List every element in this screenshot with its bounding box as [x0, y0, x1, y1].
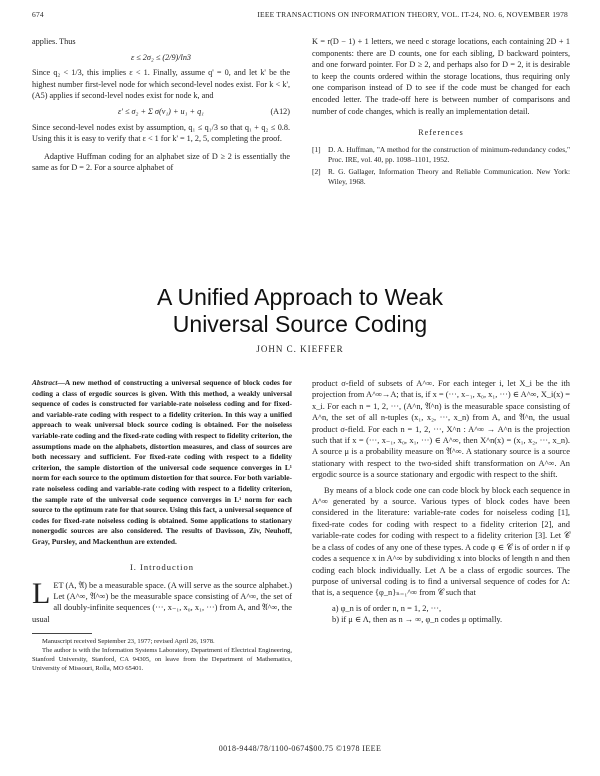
references-heading: References: [418, 128, 464, 138]
list-item: b) if μ ∈ Λ, then as n → ∞, φ_n codes μ optimally.: [332, 615, 503, 625]
reference-number: [2]: [312, 166, 321, 176]
intro-text: ET (A, 𝔄) be a measurable space. (A will serve as the source alphabet.) Let (A^∞, 𝔄^∞) be the measurable space consisting of A^∞, the set of all doubly-infinite sequences (···, x₋₁, x₀, x₁, ···) from A, and 𝔄^∞, the usual: [32, 580, 292, 624]
section-heading: I. Introduction: [129, 561, 195, 572]
title-line: A Unified Approach to Weak: [157, 284, 443, 310]
footnote: The author is with the Information Systems Laboratory, Department of Electrical Engineering, Stanford University, Stanford, CA 94305, on leave from the Department of Mathematics, University of Missouri, Rolla, MO 65401.: [32, 646, 292, 672]
title-line: Universal Source Coding: [172, 311, 428, 337]
body-paragraph: product σ-field of subsets of A^∞. For each integer i, let X_i be the ith projection from A^∞→A; that is, if x = (···, x₋₁, x₀, x₁, ···) ∈ A^∞, X_i(x) = x_i. For each n = 1, 2, ···, (A^n, 𝔄^n) is the measurable space consisting of A^n, the set of all n-tuples (x₁, x₂, ···, x_n) from A, and 𝔄^n, the usual product σ-field. For each n = 1, 2, ···, X^n : A^∞ → A^n is the projection such that if x = (···, x₋₁, x₀, x₁, ···) ∈ A^∞, then X^n(x) = (x₁, x₂, ···, x_n). A source μ is a probability measure on 𝔄^∞. A stationary source is a source stationary with respect to the two-sided shift transformation on A^∞. An ergodic source is a source stationary and ergodic with respect to the shift.: [312, 379, 570, 480]
reference-text: R. G. Gallager, Information Theory and Reliable Communication. New York: Wiley, 1968.: [328, 166, 570, 186]
footnote: Manuscript received September 23, 1977; revised April 26, 1978.: [42, 638, 215, 646]
running-header: IEEE TRANSACTIONS ON INFORMATION THEORY, VOL. IT-24, NO. 6, NOVEMBER 1978: [257, 10, 568, 19]
equation-numbered: [32, 106, 290, 118]
page-number: 674: [32, 10, 44, 19]
drop-cap: L: [32, 576, 51, 610]
equation-body: ε' ≤ σ₂ + Σ σ(ν₁) + u₁ + q₁: [117, 106, 205, 116]
intro-paragraph: [32, 576, 292, 626]
reference-text: D. A. Huffman, "A method for the construction of minimum-redundancy codes," Proc. IRE, vol. 40, pp. 1098–1101, 1952.: [328, 144, 570, 164]
reference-item: [312, 145, 570, 165]
footnote-rule: [32, 633, 92, 634]
prev-paragraph: Adaptive Huffman coding for an alphabet size of D ≥ 2 is essentially the same as for D = 2. For a source alphabet of: [32, 151, 290, 173]
prev-paragraph: Since q₂ < 1/3, this implies ε < 1. Finally, assume q' = 0, and let k' be the highest number first-level node for which second-level nodes exist. For k < k', (A5) applies if second-level nodes exist for node k, and: [32, 68, 290, 101]
paper-title: [0, 284, 600, 338]
equation-label: (A12): [270, 106, 290, 116]
list-item: a) φ_n is of order n, n = 1, 2, ···,: [332, 603, 442, 613]
article-right-column: [312, 378, 570, 626]
paper-author: JOHN C. KIEFFER: [256, 344, 344, 354]
reference-item: [312, 167, 570, 187]
article-left-column: [32, 378, 292, 673]
abstract-text: A new method of constructing a universal sequence of block codes for coding a class of ergodic sources is given. With this method, a weakly universal sequence of codes is constructed for variable-rate noiseless coding and for fixed- and variable-rate coding with respect to a fidelity criterion. In this way a unified approach to weak universal block source coding is obtained. For the noiseless variable-rate coding and the fixed-rate coding with respect to fidelity criterion, the assumptions made on the alphabets, distortion measures, and class of sources are both necessary and sufficient. For fixed-rate coding with respect to a fidelity criterion, the sample distortion of the universal code sequence converges in L¹ norm for each source to the optimum distortion for that source. For both variable-rate noiseless coding and variable-rate coding with respect to a fidelity criterion, the sample rate of the universal code sequence converges in L¹ norm for each source to the optimum rate for that source. Using this fact, a universal sequence of codes for fixed-rate noiseless coding is obtained. Some applications to stationary nonergodic sources are also considered. The results of Davisson, Ziv, Neuhoff, Gray, Pursley, and Mackenthun are extended.: [32, 378, 292, 546]
reference-number: [1]: [312, 144, 321, 154]
prev-article-left-column: [32, 36, 290, 174]
body-paragraph: By means of a block code one can code block by block each sequence in A^∞ generated by a source. Various types of block codes have been considered in the literature: variable-rate codes for noiseless coding [1], fixed-rate codes for coding with respect to a fidelity criterion [2], and variable-rate codes for coding with respect to a fidelity criterion [3]. Let 𝒞 be a class of codes of any one of these types. A code φ ∈ 𝒞 is of order n if φ codes a sequence x in A^∞ by subdividing x into blocks of length n and then coding each block individually. Let Λ be a class of ergodic sources. The purpose of universal coding is to find a universal sequence of codes for Λ: that is, a sequence {φ_n}ₙ₌₁^∞ from 𝒞 such that: [312, 485, 570, 598]
prev-paragraph: K = r(D − 1) + 1 letters, we need c storage locations, each containing 2D + 1 components: there are D counts, one for each sibling, D backward pointers, and one forward pointer. For D ≥ 2, and perhaps also for D = 2, it is desirable to keep the counts ordered within the storage locations, thus requiring only one comparison instead of D to see if the code must be changed for each encoded letter. The trade-off here is between number of comparisons and number of code changes, which is really an implementation detail.: [312, 37, 570, 116]
abstract-label: Abstract—: [32, 378, 65, 387]
abstract: [32, 378, 292, 548]
equation: ε ≤ 2σ₂ ≤ (2/9)/ln3: [130, 52, 192, 62]
prev-paragraph: applies. Thus: [32, 37, 76, 46]
copyright-line: 0018-9448/78/1100-0674$00.75 ©1978 IEEE: [218, 744, 382, 753]
prev-paragraph: Since second-level nodes exist by assumption, q₁ ≤ q₁/3 so that q₁ + q₂ ≤ 0.8. Using this it is easy to verify that ε < 1 for k' = 1, 2, 5, completing the proof.: [32, 122, 290, 144]
prev-article-right-column: [312, 36, 570, 189]
